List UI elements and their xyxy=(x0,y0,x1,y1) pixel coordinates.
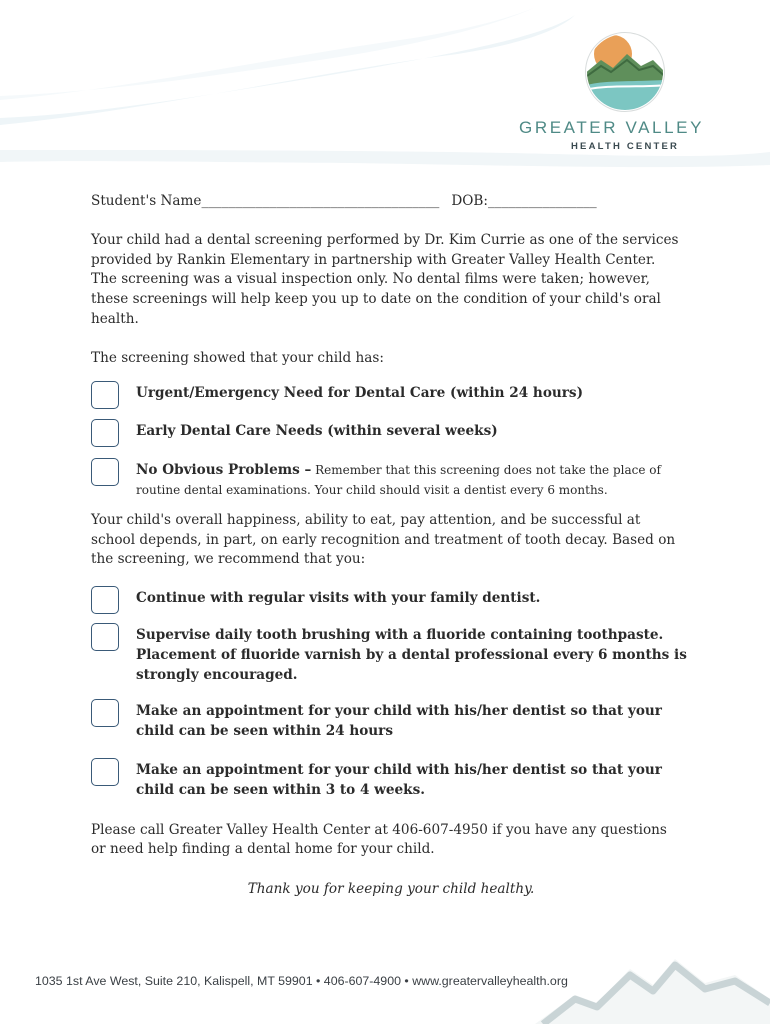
intro-paragraph xyxy=(91,231,691,330)
checkbox-appt-weeks[interactable] xyxy=(91,758,119,786)
rec-appt-24-line: child can be seen within 24 hours xyxy=(136,723,393,740)
finding-early xyxy=(91,419,691,442)
intro-line: Your child had a dental screening performed by Dr. Kim Currie as one of the services xyxy=(91,231,679,248)
overall-line: the screening, we recommend that you: xyxy=(91,551,366,568)
brand-name: GREATER VALLEY xyxy=(519,118,705,137)
rec-appt-weeks-label xyxy=(136,758,691,801)
student-name-field[interactable]: Student's Name___________________________________ xyxy=(91,193,440,209)
rec-continue xyxy=(91,586,691,609)
footer-mountains-decoration xyxy=(535,955,770,1024)
checkbox-supervise[interactable] xyxy=(91,623,119,651)
rec-appt-weeks-line: child can be seen within 3 to 4 weeks. xyxy=(136,781,425,798)
dob-field[interactable]: DOB:________________ xyxy=(451,193,597,209)
intro-line: provided by Rankin Elementary in partnership with Greater Valley Health Center. xyxy=(91,251,656,268)
intro-line: health. xyxy=(91,310,139,327)
greater-valley-logo xyxy=(583,30,667,114)
intro-line: The screening was a visual inspection only. No dental films were taken; however, xyxy=(91,271,651,288)
contact-line: or need help finding a dental home for your child. xyxy=(91,841,435,858)
checkbox-early[interactable] xyxy=(91,419,119,447)
contact-paragraph xyxy=(91,821,691,861)
overall-line: school depends, in part, on early recognition and treatment of tooth decay. Based on xyxy=(91,531,676,548)
checkbox-continue[interactable] xyxy=(91,586,119,614)
checkbox-urgent[interactable] xyxy=(91,381,119,409)
finding-no-problems-note: routine dental examinations. Your child should visit a dentist every 6 months. xyxy=(136,482,608,497)
letter-body xyxy=(91,192,691,900)
finding-urgent-label: Urgent/Emergency Need for Dental Care (within 24 hours) xyxy=(136,384,584,401)
overall-paragraph xyxy=(91,511,691,570)
student-fields-line xyxy=(91,192,691,212)
intro-line: these screenings will help keep you up to date on the condition of your child's oral xyxy=(91,291,661,308)
rec-appt-24-line: Make an appointment for your child with his/her dentist so that your xyxy=(136,703,662,720)
checkbox-no-problems[interactable] xyxy=(91,458,119,486)
rec-supervise-line: Supervise daily tooth brushing with a fluoride containing toothpaste. xyxy=(136,626,664,643)
brand-subtitle: HEALTH CENTER xyxy=(571,141,680,152)
rec-supervise-label xyxy=(136,623,691,685)
checkbox-appt-24[interactable] xyxy=(91,699,119,727)
thank-you-line: Thank you for keeping your child healthy. xyxy=(247,881,535,898)
rec-appt-24 xyxy=(91,699,691,742)
rec-appt-24-label xyxy=(136,699,691,742)
finding-no-problems xyxy=(91,458,691,501)
overall-line: Your child's overall happiness, ability to eat, pay attention, and be successful at xyxy=(91,511,641,528)
finding-urgent xyxy=(91,381,691,404)
rec-appt-weeks xyxy=(91,758,691,801)
contact-line: Please call Greater Valley Health Center at 406-607-4950 if you have any questions xyxy=(91,821,667,838)
finding-no-problems-note: Remember that this screening does not take the place of xyxy=(311,463,661,478)
screening-intro: The screening showed that your child has: xyxy=(91,349,384,366)
rec-appt-weeks-line: Make an appointment for your child with his/her dentist so that your xyxy=(136,761,662,778)
finding-no-problems-label: No Obvious Problems – xyxy=(136,462,312,479)
finding-early-label: Early Dental Care Needs (within several weeks) xyxy=(136,423,498,440)
rec-continue-label: Continue with regular visits with your family dentist. xyxy=(136,590,541,607)
rec-supervise xyxy=(91,623,691,685)
footer-address: 1035 1st Ave West, Suite 210, Kalispell, MT 59901 • 406-607-4900 • www.greatervalleyhealth.org xyxy=(35,974,568,988)
rec-supervise-line: Placement of fluoride varnish by a dental professional every 6 months is xyxy=(136,646,687,663)
rec-supervise-line: strongly encouraged. xyxy=(136,666,298,683)
